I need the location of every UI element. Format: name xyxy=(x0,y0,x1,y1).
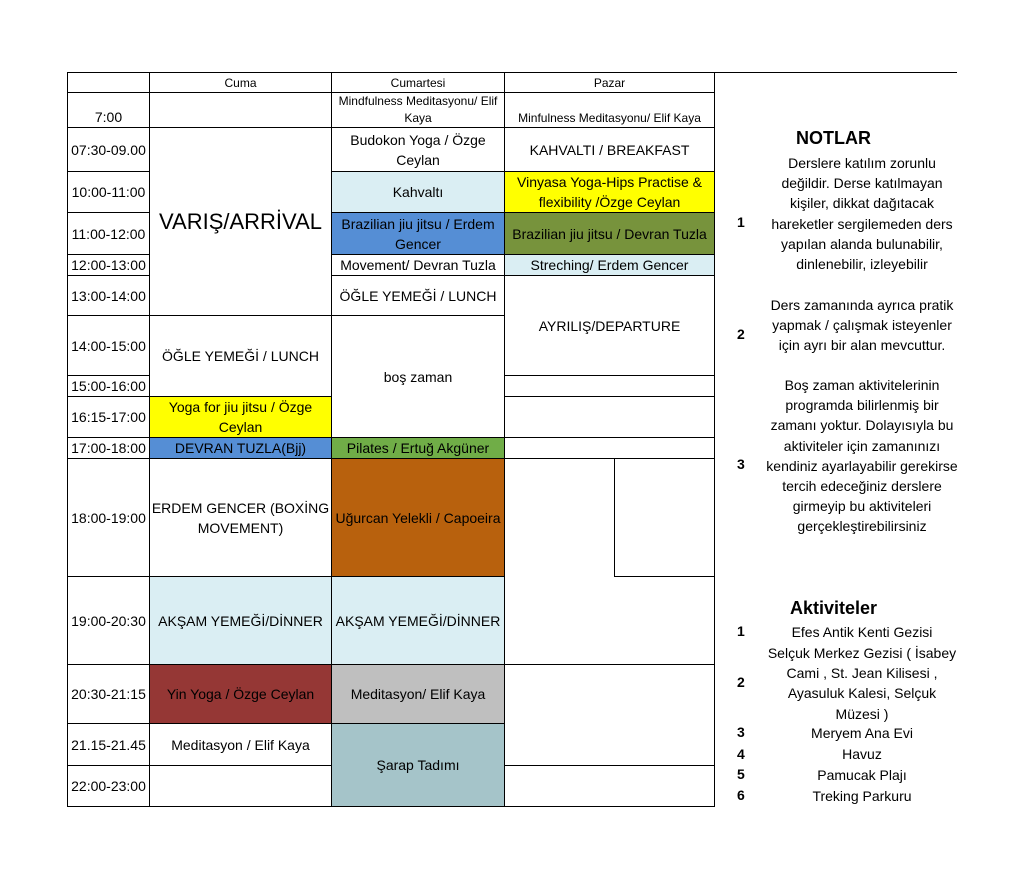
empty-cell xyxy=(505,438,715,459)
cell-lunch-cuma: ÖĞLE YEMEĞİ / LUNCH xyxy=(150,316,332,397)
cell-yin-yoga: Yin Yoga / Özge Ceylan xyxy=(150,665,332,724)
cell-dinner-cuma: AKŞAM YEMEĞİ/DİNNER xyxy=(150,577,332,665)
cell-meditasyon-cuma: Meditasyon / Elif Kaya xyxy=(150,724,332,766)
cell-dinner-cumartesi: AKŞAM YEMEĞİ/DİNNER xyxy=(332,577,505,665)
empty-cell xyxy=(505,766,715,807)
time-cell: 18:00-19:00 xyxy=(68,459,150,577)
time-cell: 20:30-21:15 xyxy=(68,665,150,724)
activity-text: Treking Parkuru xyxy=(812,788,912,804)
cell-capoeira: Uğurcan Yelekli / Capoeira xyxy=(332,459,505,577)
cell-minfulness: Minfulness Meditasyonu/ Elif Kaya xyxy=(505,93,715,128)
cell-budokon: Budokon Yoga / Özge Ceylan xyxy=(332,128,505,172)
inner-empty-box xyxy=(614,458,714,577)
activity-text: Selçuk Merkez Gezisi ( İsabey Cami , St. Jean Kilisesi , Ayasuluk Kalesi, Selçuk Müzesi ) xyxy=(767,645,957,722)
activity-text: Meryem Ana Evi xyxy=(811,725,913,741)
empty-cell xyxy=(505,665,715,766)
note-text: Ders zamanında ayrıca pratik yapmak / çalışmak isteyenler için ayrı bir alan mevcuttur. xyxy=(770,297,954,354)
cell-lunch-cumartesi: ÖĞLE YEMEĞİ / LUNCH xyxy=(332,276,505,316)
cell-sarap-tadimi: Şarap Tadımı xyxy=(332,724,505,807)
activity-number: 2 xyxy=(737,674,745,690)
day-header-pazar: Pazar xyxy=(505,73,715,93)
cell-kahvalti: Kahvaltı xyxy=(332,172,505,213)
time-cell: 12:00-13:00 xyxy=(68,255,150,276)
activity-number: 3 xyxy=(737,724,745,740)
time-cell: 13:00-14:00 xyxy=(68,276,150,316)
time-cell: 21.15-21.45 xyxy=(68,724,150,766)
empty-cell xyxy=(150,93,332,128)
cell-departure: AYRILIŞ/DEPARTURE xyxy=(505,276,715,376)
corner-cell xyxy=(68,73,150,93)
note-number: 2 xyxy=(737,326,745,342)
note-number: 3 xyxy=(737,456,745,472)
time-cell: 07:30-09.00 xyxy=(68,128,150,172)
cell-bjj-devran: Brazilian jiu jitsu / Devran Tuzla xyxy=(505,213,715,255)
day-header-cumartesi: Cumartesi xyxy=(332,73,505,93)
empty-cell xyxy=(505,397,715,438)
note-number: 1 xyxy=(737,214,745,230)
time-cell: 22:00-23:00 xyxy=(68,766,150,807)
cell-bos-zaman: boş zaman xyxy=(332,316,505,438)
time-cell: 14:00-15:00 xyxy=(68,316,150,376)
cell-erdem-boxing: ERDEM GENCER (BOXİNG MOVEMENT) xyxy=(150,459,332,577)
time-cell: 16:15-17:00 xyxy=(68,397,150,438)
activities-title: Aktiviteler xyxy=(790,598,878,618)
time-cell: 11:00-12:00 xyxy=(68,213,150,255)
cell-yoga-jiu-jitsu: Yoga for jiu jitsu / Özge Ceylan xyxy=(150,397,332,438)
cell-meditasyon-cumartesi: Meditasyon/ Elif Kaya xyxy=(332,665,505,724)
activity-text: Pamucak Plajı xyxy=(817,767,907,783)
activity-number: 6 xyxy=(737,787,745,803)
activity-number: 4 xyxy=(737,746,745,762)
note-text: Derslere katılım zorunlu değildir. Derse katılmayan kişiler, dikkat dağıtacak hareketler sergilemeden ders yapılan alanda bulunabilir, dinlenebilir, izleyebilir xyxy=(771,155,953,273)
cell-breakfast: KAHVALTI / BREAKFAST xyxy=(505,128,715,172)
top-divider-line xyxy=(714,72,957,73)
activity-number: 5 xyxy=(737,766,745,782)
cell-movement: Movement/ Devran Tuzla xyxy=(332,255,505,276)
time-cell: 19:00-20:30 xyxy=(68,577,150,665)
time-cell: 15:00-16:00 xyxy=(68,376,150,397)
empty-cell xyxy=(150,766,332,807)
activity-text: Efes Antik Kenti Gezisi xyxy=(791,624,933,640)
day-header-cuma: Cuma xyxy=(150,73,332,93)
cell-devran-bjj: DEVRAN TUZLA(Bjj) xyxy=(150,438,332,459)
cell-bjj-erdem: Brazilian jiu jitsu / Erdem Gencer xyxy=(332,213,505,255)
activity-text: Havuz xyxy=(842,746,882,762)
empty-cell xyxy=(505,376,715,397)
cell-mindfulness: Mindfulness Meditasyonu/ Elif Kaya xyxy=(332,93,505,128)
note-text: Boş zaman aktivitelerinin programda bilirlenmiş bir zamanı yoktur. Dolayısıyla bu aktiviteler için zamanınızı kendiniz ayarlayabilir gerekirse tercih edeceğiniz derslere girmeyip bu aktiviteleri gerçekleştirebilirsiniz xyxy=(766,377,958,535)
time-cell: 17:00-18:00 xyxy=(68,438,150,459)
cell-pilates: Pilates / Ertuğ Akgüner xyxy=(332,438,505,459)
time-cell: 7:00 xyxy=(68,93,150,128)
cell-arrival: VARIŞ/ARRİVAL xyxy=(150,128,332,316)
activity-number: 1 xyxy=(737,623,745,639)
cell-streching: Streching/ Erdem Gencer xyxy=(505,255,715,276)
cell-vinyasa: Vinyasa Yoga-Hips Practise & flexibility /Özge Ceylan xyxy=(505,172,715,213)
time-cell: 10:00-11:00 xyxy=(68,172,150,213)
schedule-table xyxy=(67,72,715,807)
notes-title: NOTLAR xyxy=(796,128,871,148)
